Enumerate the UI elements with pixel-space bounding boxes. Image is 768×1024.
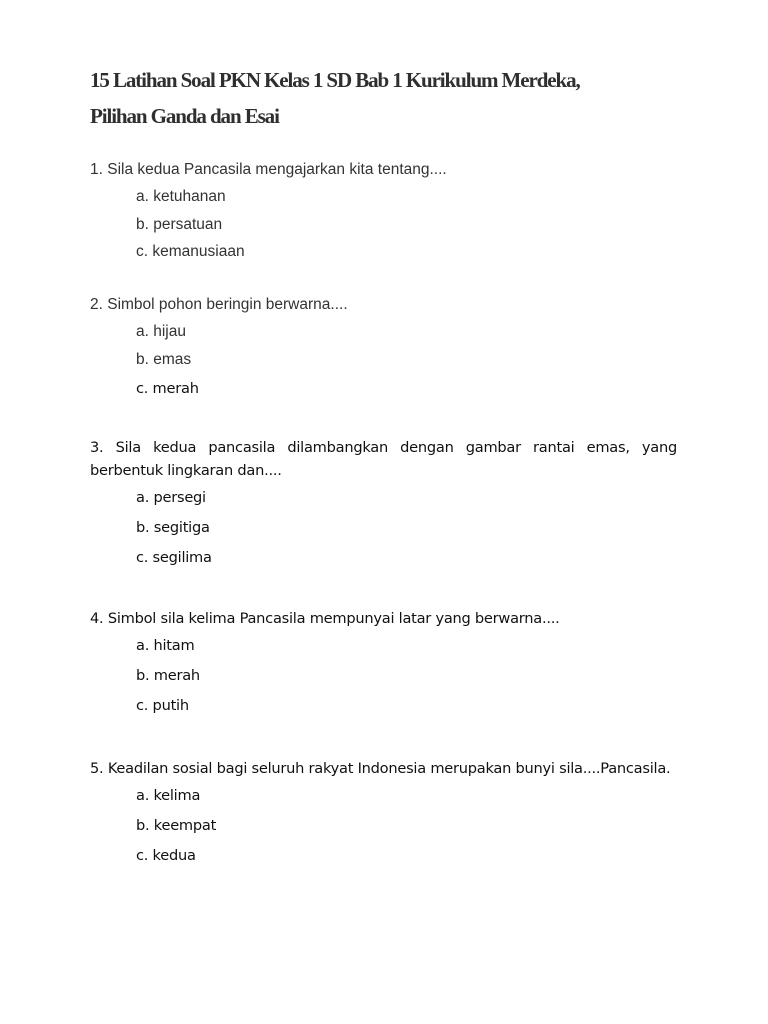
document-title: [90, 62, 690, 134]
question-1-options: [90, 183, 677, 266]
question-4-option-c: c. putih: [136, 697, 189, 714]
question-5-option-a: a. kelima: [136, 787, 201, 804]
question-1-option-a: a. ketuhanan: [136, 188, 226, 205]
question-4: [90, 608, 677, 721]
question-5-text: 5. Keadilan sosial bagi seluruh rakyat Indonesia merupakan bunyi sila....Pancasila.: [90, 760, 671, 777]
question-3-text: 3. Sila kedua pancasila dilambangkan dengan gambar rantai emas, yang berbentuk lingkaran dan....: [90, 439, 677, 479]
question-2-options: [90, 318, 677, 404]
question-1-option-c: c. kemanusiaan: [136, 243, 245, 260]
document-title-line-2: Pilihan Ganda dan Esai: [90, 104, 279, 128]
question-2-text: 2. Simbol pohon beringin berwarna....: [90, 296, 348, 313]
document-title-line-1: 15 Latihan Soal PKN Kelas 1 SD Bab 1 Kurikulum Merdeka,: [90, 68, 580, 92]
question-3-option-a: a. persegi: [136, 489, 206, 506]
question-2-option-a: a. hijau: [136, 323, 186, 340]
question-1: [90, 159, 677, 266]
question-5-options: [90, 781, 677, 871]
question-3-option-b: b. segitiga: [136, 519, 210, 536]
question-2-option-c: c. merah: [136, 380, 199, 397]
question-3-option-c: c. segilima: [136, 549, 212, 566]
question-4-option-a: a. hitam: [136, 637, 195, 654]
question-3-options: [90, 483, 677, 573]
question-5-option-b: b. keempat: [136, 817, 217, 834]
question-5: [90, 758, 677, 871]
question-1-text: 1. Sila kedua Pancasila mengajarkan kita tentang....: [90, 161, 447, 178]
question-4-text: 4. Simbol sila kelima Pancasila mempunyai latar yang berwarna....: [90, 610, 560, 627]
question-2: [90, 294, 677, 404]
question-5-option-c: c. kedua: [136, 847, 196, 864]
question-3: [90, 436, 677, 573]
question-4-option-b: b. merah: [136, 667, 200, 684]
question-1-option-b: b. persatuan: [136, 215, 223, 233]
question-2-option-b: b. emas: [136, 350, 192, 368]
question-4-options: [90, 631, 677, 721]
